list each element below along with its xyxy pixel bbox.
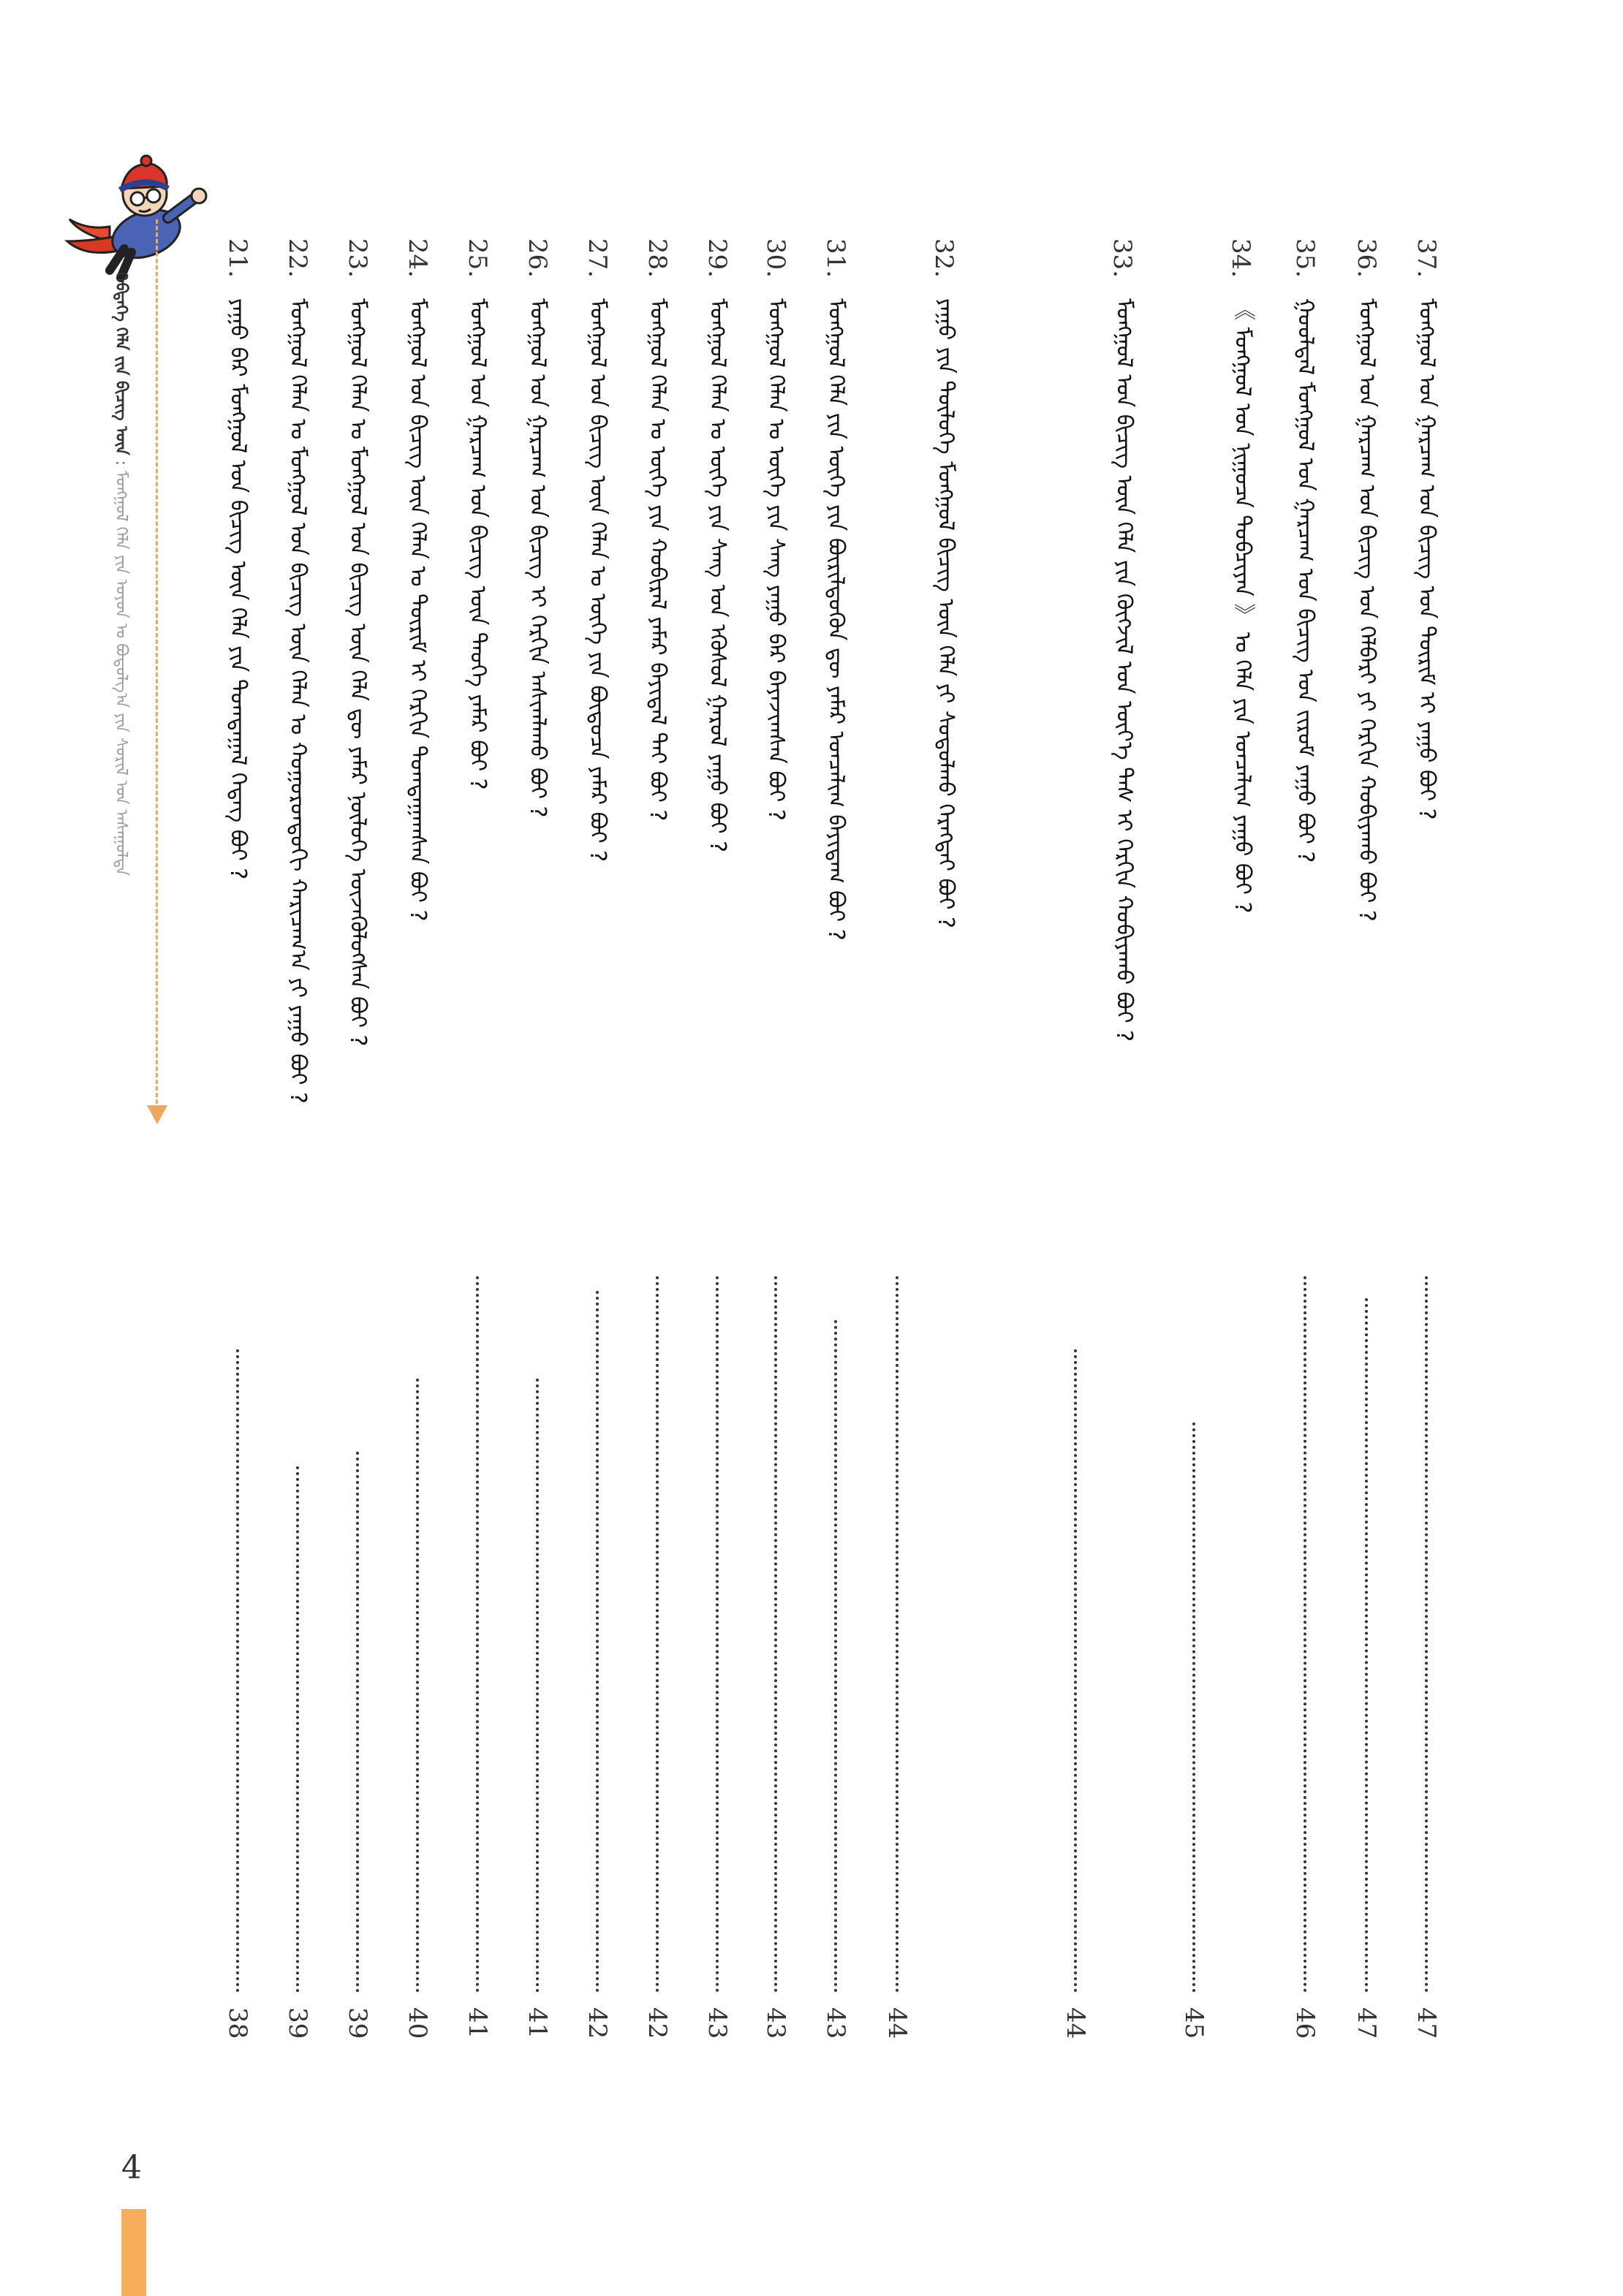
leader-dots: [296, 1466, 299, 1993]
toc-page-number: 46: [1290, 2007, 1320, 2039]
leader-dots: [536, 1379, 539, 1993]
toc-page-number: 41: [523, 2007, 552, 2039]
toc-number: 37.: [1412, 238, 1441, 279]
toc-title: ᠮᠣᠩᠭᠣᠯ ᠬᠡᠯᠡᠨ ᠤ ᠮᠣᠩᠭᠣᠯ ᠤᠨ ᠪᠢᠴᠢᠭ ᠦᠨ ᠬᠡᠯᠡᠨ ᠤ ᠬᠣᠭᠣᠷᠣᠨᠳᠣᠬᠢ ᠬᠠᠷᠢᠴᠠᠭ᠎ᠠ ᠶᠢ ᠶᠠᠭᠤ ᠪᠤᠢ ?: [285, 298, 311, 1104]
toc-entry[interactable]: [1342, 238, 1391, 2051]
leader-dots: [1304, 1276, 1306, 1993]
toc-entry[interactable]: [1402, 238, 1450, 2051]
leader-dots: [416, 1379, 419, 1993]
toc-title: ᠮᠣᠩᠭᠣᠯ ᠬᠡᠯᠡᠨ ᠤ ᠦᠭᠡ ᠶᠢᠨ ᠰᠠᠩ ᠶᠠᠭᠤ ᠪᠡᠷ ᠪᠠᠶᠠᠵᠢᠭᠰᠠᠨ ᠪᠤᠢ ?: [763, 298, 789, 821]
toc-number: 31.: [821, 238, 850, 279]
toc-entry[interactable]: [573, 238, 621, 2051]
toc-page-number: 39: [343, 2007, 372, 2039]
toc-entry[interactable]: [213, 238, 262, 2051]
leader-dots: [896, 1276, 898, 1993]
toc-title: ᠮᠣᠩᠭᠣᠯ ᠬᠡᠯᠡᠨ ᠤ ᠮᠣᠩᠭᠣᠯ ᠤᠨ ᠪᠢᠴᠢᠭ ᠦᠨ ᠬᠡᠯᠡ ᠳᠦ ᠶᠠᠮᠠᠷ ᠨᠥᠯᠥᠭᠡ ᠦᠵᠡᠭᠦᠯᠦᠭᠰᠡᠨ ᠪᠤᠢ ?: [345, 298, 371, 1047]
toc-number: 32.: [929, 238, 958, 279]
toc-number: 30.: [761, 238, 790, 279]
toc-title: ᠮᠣᠩᠭᠣᠯ ᠤᠨ ᠪᠢᠴᠢᠭ ᠦᠨ ᠬᠡᠯᠡᠨ ᠤ ᠦᠭᠡ ᠶᠢᠨ ᠪᠦᠲᠦᠴᠡ ᠶᠠᠮᠠᠷ ᠪᠤᠢ ?: [585, 298, 610, 863]
toc-entry[interactable]: [752, 238, 800, 2051]
leader-dots: [596, 1291, 599, 1993]
toc-title: ᠮᠣᠩᠭᠣᠯ ᠬᠡᠯᠡᠨ ᠤ ᠦᠭᠡ ᠶᠢᠨ ᠬᠤᠪᠢᠷᠠᠯ ᠶᠠᠮᠠᠷ ᠪᠠᠶᠢᠳᠠᠯ ᠲᠠᠢ ᠪᠤᠢ ?: [645, 298, 670, 822]
toc-entry[interactable]: [513, 238, 561, 2051]
toc-page-number: 44: [882, 2007, 912, 2039]
leader-dots: [774, 1276, 777, 1993]
leader-dots: [834, 1320, 837, 1993]
toc-title: 《 ᠮᠣᠩᠭᠣᠯ ᠤᠨ ᠨᠢᠭᠤᠴᠠ ᠲᠣᠪᠴᠢᠶᠠᠨ 》 ᠤ ᠬᠡᠯᠡ ᠶᠢᠨ ᠣᠨᠴᠠᠯᠢᠭ ᠶᠠᠭᠤ ᠪᠤᠢ ?: [1230, 298, 1255, 914]
toc-title: ᠮᠣᠩᠭᠣᠯ ᠤᠨ ᠭᠠᠷᠴᠠᠭ ᠤᠨ ᠪᠢᠴᠢᠭ ᠤᠨ ᠳᠦᠷᠢᠮ ᠢ ᠶᠠᠭᠤ ᠪᠤᠢ ?: [1414, 298, 1439, 820]
toc-title: ᠮᠣᠩᠭᠣᠯ ᠤᠨ ᠭᠠᠷᠴᠠᠭ ᠤᠨ ᠪᠢᠴᠢᠭ ᠤᠨ ᠬᠡᠯᠪᠡᠷᠢ ᠶᠢ ᠬᠡᠷᠬᠢᠨ ᠬᠤᠪᠢᠶᠠᠬᠤ ᠪᠤᠢ ?: [1354, 298, 1380, 922]
toc-page-number: 47: [1352, 2007, 1381, 2039]
toc-title: ᠮᠣᠩᠭᠣᠯ ᠤᠨ ᠭᠠᠷᠴᠠᠭ ᠤᠨ ᠪᠢᠴᠢᠭ ᠦᠨ ᠲᠡᠦᠬᠡ ᠶᠠᠮᠠᠷ ᠪᠤᠢ ?: [465, 298, 491, 790]
toc-number: 34.: [1226, 238, 1255, 279]
leader-dots: [656, 1276, 659, 1993]
toc-page-number: 38: [223, 2007, 252, 2039]
toc-entry[interactable]: [1170, 238, 1265, 2051]
toc-number: 23.: [343, 238, 372, 279]
side-bar: [121, 2209, 146, 2296]
toc-page-number: 43: [821, 2007, 850, 2039]
toc-entry[interactable]: [873, 238, 968, 2051]
toc-title: ᠮᠣᠩᠭᠣᠯ ᠬᠡᠯᠡᠨ ᠤ ᠦᠭᠡ ᠶᠢᠨ ᠰᠠᠩ ᠤᠨ ᠡᠭᠦᠰᠦᠯ ᠭᠠᠷᠤᠯ ᠶᠠᠭᠤ ᠪᠤᠢ ?: [705, 298, 730, 853]
toc-number: 29.: [703, 238, 732, 279]
header-light: ᠮᠣᠩᠭᠣᠯ ᠬᠡᠯᠡ ᠶᠢᠨ ᠣᠶᠤᠨ ᠤ ᠪᠣᠳᠤᠯᠭ᠎ᠠ ᠶᠢᠨ ᠰᠣᠷᠢᠯ ᠤᠨ ᠠᠰᠠᠭᠤᠯᠲᠠ: [112, 470, 130, 876]
leader-dots: [1425, 1276, 1428, 1993]
leader-dots: [716, 1276, 719, 1993]
toc-number: 33.: [1108, 238, 1137, 279]
toc-title: ᠮᠣᠩᠭᠣᠯ ᠤᠨ ᠭᠠᠷᠴᠠᠭ ᠤᠨ ᠪᠢᠴᠢᠭ ᠢ ᠬᠡᠷᠬᠢᠨ ᠠᠰᠢᠭᠯᠠᠬᠤ ᠪᠤᠢ ?: [525, 298, 551, 818]
toc-number: 26.: [523, 238, 552, 279]
toc-page-number: 42: [583, 2007, 612, 2039]
toc-entry[interactable]: [393, 238, 442, 2051]
toc-number: 28.: [643, 238, 672, 279]
leader-dots: [236, 1349, 239, 1993]
leader-dots: [1074, 1349, 1077, 1993]
leader-dots: [356, 1452, 359, 1993]
toc-entry[interactable]: [633, 238, 681, 2051]
toc-number: 27.: [583, 238, 612, 279]
toc-title: ᠮᠣᠩᠭᠣᠯ ᠤᠨ ᠪᠢᠴᠢᠭ ᠦᠨ ᠬᠡᠯᠡᠨ ᠤ ᠳᠦᠷᠢᠮ ᠢ ᠬᠡᠷᠬᠢᠨ ᠲᠣᠭᠲᠠᠭᠠᠭᠰᠠᠨ ᠪᠤᠢ ?: [405, 298, 431, 922]
toc-page-number: 43: [703, 2007, 732, 2039]
toc-page-number: 45: [1179, 2007, 1208, 2039]
toc-number: 22.: [283, 238, 312, 279]
page-number: 4: [121, 2149, 142, 2186]
leader-dots: [476, 1276, 479, 1993]
toc-number: 35.: [1290, 238, 1320, 279]
toc-page-number: 47: [1412, 2007, 1441, 2039]
toc-entry[interactable]: [812, 238, 860, 2051]
toc-page-number: 39: [283, 2007, 312, 2039]
toc-entry[interactable]: [693, 238, 741, 2051]
toc-page-number: 43: [761, 2007, 790, 2039]
toc-title: ᠶᠠᠭᠤ ᠪᠡᠷ ᠮᠣᠩᠭᠣᠯ ᠤᠨ ᠪᠢᠴᠢᠭ ᠦᠨ ᠬᠡᠯᠡ ᠶᠢᠨ ᠲᠣᠭᠲᠠᠭᠠᠯ ᠭᠡᠳᠡᠭ ᠪᠤᠢ ?: [225, 298, 251, 880]
leader-dots: [1365, 1298, 1368, 1993]
toc-page-number: 44: [1061, 2007, 1090, 2039]
toc-number: 24.: [403, 238, 432, 279]
toc-page-number: 41: [463, 2007, 492, 2039]
toc-page-number: 40: [403, 2007, 432, 2039]
toc-title: ᠮᠣᠩᠭᠣᠯ ᠬᠡᠯᠡ ᠶᠢᠨ ᠦᠭᠡ ᠶᠢᠨ ᠪᠦᠷᠢᠯᠳᠦᠭᠦᠨ ᠳᠦ ᠶᠠᠮᠠᠷ ᠣᠨᠴᠠᠯᠢᠭ ᠪᠠᠶᠢᠳᠠᠭ ᠪᠤᠢ ?: [823, 298, 849, 941]
header-strong: ᠬᠡᠪᠲᠡᠭᠡ ᠬᠡᠯᠡ ᠵᠢᠨ ᠪᠢᠴᠢᠭ ᠦᠨ: [112, 272, 130, 455]
toc-page-number: 42: [643, 2007, 672, 2039]
header-separator: :: [112, 460, 130, 466]
toc-entry[interactable]: [333, 238, 382, 2051]
leader-dots: [1192, 1422, 1195, 1993]
toc-number: 25.: [463, 238, 492, 279]
toc-entry[interactable]: [273, 238, 322, 2051]
toc-number: 21.: [223, 238, 252, 279]
toc-entry[interactable]: [1281, 238, 1329, 2051]
toc-title: ᠮᠣᠩᠭᠣᠯ ᠤᠨ ᠪᠢᠴᠢᠭ ᠦᠨ ᠬᠡᠯᠡ ᠶᠢᠨ ᠬᠥᠭᠵᠢᠯ ᠤᠨ ᠦᠶ᠎ᠡ ᠳᠡᠰ ᠢ ᠬᠡᠷᠬᠢᠨ ᠬᠤᠪᠢᠶᠠᠬᠤ ᠪᠤᠢ ?: [1111, 298, 1137, 1042]
toc-title: ᠶᠠᠭᠤ ᠶᠢᠨ ᠲᠥᠯᠦᠭᠡ ᠮᠣᠩᠭᠣᠯ ᠪᠢᠴᠢᠭ ᠦᠨ ᠬᠡᠯᠡ ᠶᠢ ᠰᠤᠳᠤᠯᠬᠤ ᠬᠡᠷᠡᠭᠲᠡᠢ ᠪᠤᠢ ?: [933, 298, 958, 928]
toc-title: ᠭᠣᠣᠯᠳᠠᠯ ᠮᠣᠩᠭᠣᠯ ᠤᠨ ᠭᠠᠷᠴᠠᠭ ᠤᠨ ᠪᠢᠴᠢᠭ ᠤᠨ ᠵᠢᠷᠤᠮ ᠶᠠᠭᠤ ᠪᠤᠢ ?: [1293, 298, 1318, 863]
toc-entry[interactable]: [453, 238, 502, 2051]
toc-number: 36.: [1352, 238, 1381, 279]
toc-entry[interactable]: [1051, 238, 1146, 2051]
